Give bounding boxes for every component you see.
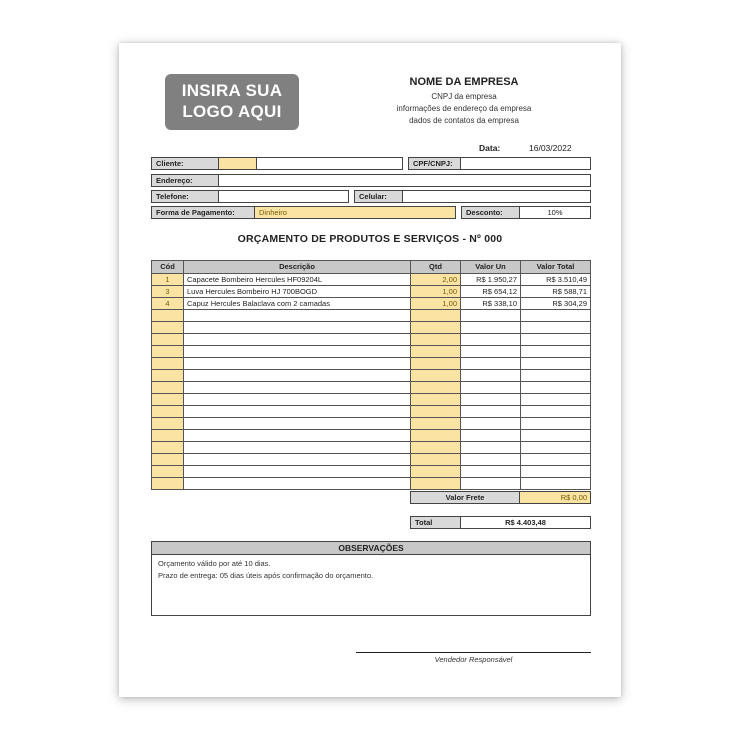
company-cnpj: CNPJ da empresa	[431, 92, 497, 101]
cell-cod[interactable]	[152, 334, 184, 346]
table-row-empty	[152, 454, 591, 466]
cell-qtd[interactable]	[411, 310, 461, 322]
cell-valor-un[interactable]	[461, 466, 521, 478]
cell-valor-total	[521, 478, 591, 490]
cell-descricao[interactable]	[184, 394, 411, 406]
cell-descricao[interactable]	[184, 478, 411, 490]
company-info	[339, 76, 589, 127]
cell-valor-total	[521, 466, 591, 478]
date-label: Data:	[479, 143, 501, 153]
desconto-field[interactable]: 10%	[519, 206, 591, 219]
cell-valor-total: R$ 588,71	[521, 286, 591, 298]
table-row	[152, 298, 591, 310]
cell-valor-total	[521, 382, 591, 394]
cell-cod[interactable]	[152, 382, 184, 394]
cell-valor-total	[521, 310, 591, 322]
table-row-empty	[152, 334, 591, 346]
cell-valor-un[interactable]	[461, 454, 521, 466]
observacoes-header: OBSERVAÇÕES	[151, 541, 591, 555]
cell-valor-un[interactable]	[461, 322, 521, 334]
cell-valor-total	[521, 454, 591, 466]
cell-descricao[interactable]	[184, 442, 411, 454]
cell-valor-total: R$ 304,29	[521, 298, 591, 310]
telefone-label: Telefone:	[151, 190, 219, 203]
cell-qtd[interactable]	[411, 430, 461, 442]
cell-valor-total	[521, 370, 591, 382]
observacao-line-1: Orçamento válido por até 10 dias.	[158, 559, 271, 568]
header-valor-total: Valor Total	[521, 261, 591, 274]
cell-qtd[interactable]	[411, 346, 461, 358]
total-value: R$ 4.403,48	[460, 516, 591, 529]
cell-qtd[interactable]	[411, 466, 461, 478]
cell-descricao[interactable]	[184, 466, 411, 478]
company-name: NOME DA EMPRESA	[409, 76, 519, 88]
cell-descricao[interactable]	[184, 322, 411, 334]
cliente-code-field[interactable]	[218, 157, 257, 170]
cell-cod[interactable]	[152, 418, 184, 430]
company-contacts: dados de contatos da empresa	[409, 116, 519, 125]
cell-cod[interactable]	[152, 310, 184, 322]
cell-valor-un[interactable]: R$ 1.950,27	[461, 274, 521, 286]
cell-qtd[interactable]: 2,00	[411, 274, 461, 286]
cell-qtd[interactable]	[411, 394, 461, 406]
header-valor-un: Valor Un	[461, 261, 521, 274]
cell-qtd[interactable]	[411, 406, 461, 418]
cell-descricao[interactable]: Capacete Bombeiro Hercules HF09204L	[184, 274, 411, 286]
table-row-empty	[152, 310, 591, 322]
cell-descricao[interactable]	[184, 370, 411, 382]
celular-field[interactable]	[402, 190, 591, 203]
cell-cod[interactable]	[152, 454, 184, 466]
total-label: Total	[410, 516, 461, 529]
cliente-label: Cliente:	[151, 157, 219, 170]
cell-cod[interactable]	[152, 430, 184, 442]
company-address: informações de endereço da empresa	[396, 104, 532, 113]
cell-valor-un[interactable]: R$ 654,12	[461, 286, 521, 298]
cell-cod[interactable]: 3	[152, 286, 184, 298]
cell-qtd[interactable]	[411, 358, 461, 370]
document-title: ORÇAMENTO DE PRODUTOS E SERVIÇOS - Nº 000	[237, 233, 503, 245]
cell-valor-un[interactable]	[461, 346, 521, 358]
cell-descricao[interactable]	[184, 358, 411, 370]
table-row-empty	[152, 442, 591, 454]
endereco-label: Endereço:	[151, 174, 219, 187]
date-value[interactable]: 16/03/2022	[529, 143, 572, 153]
logo-placeholder	[165, 74, 299, 130]
table-row-empty	[152, 322, 591, 334]
cell-valor-un[interactable]	[461, 334, 521, 346]
cell-valor-total	[521, 430, 591, 442]
cliente-name-field[interactable]	[256, 157, 403, 170]
budget-sheet	[119, 43, 621, 697]
cell-descricao[interactable]: Capuz Hercules Balaclava com 2 camadas	[184, 298, 411, 310]
cell-qtd[interactable]	[411, 442, 461, 454]
table-header-row	[152, 261, 591, 274]
table-row-empty	[152, 346, 591, 358]
cell-valor-un[interactable]	[461, 418, 521, 430]
cell-valor-total	[521, 358, 591, 370]
observacoes-box[interactable]	[151, 554, 591, 616]
cpf-cnpj-label: CPF/CNPJ:	[408, 157, 461, 170]
cell-valor-total	[521, 418, 591, 430]
cell-cod[interactable]	[152, 358, 184, 370]
telefone-field[interactable]	[218, 190, 349, 203]
table-row	[152, 286, 591, 298]
cell-descricao[interactable]	[184, 418, 411, 430]
cell-descricao[interactable]	[184, 310, 411, 322]
cell-valor-un[interactable]	[461, 358, 521, 370]
cell-cod[interactable]	[152, 406, 184, 418]
pagamento-field[interactable]: Dinheiro	[254, 206, 456, 219]
cell-cod[interactable]	[152, 478, 184, 490]
cell-qtd[interactable]	[411, 370, 461, 382]
desconto-label: Desconto:	[461, 206, 520, 219]
cell-valor-un[interactable]	[461, 370, 521, 382]
table-row-empty	[152, 406, 591, 418]
cell-qtd[interactable]	[411, 382, 461, 394]
table-row-empty	[152, 478, 591, 490]
header-cod: Cód	[152, 261, 184, 274]
cell-descricao[interactable]	[184, 430, 411, 442]
celular-label: Celular:	[354, 190, 403, 203]
cell-valor-un[interactable]	[461, 394, 521, 406]
table-row-empty	[152, 358, 591, 370]
cell-descricao[interactable]: Luva Hercules Bombeiro HJ 700BOGD	[184, 286, 411, 298]
cell-valor-total	[521, 406, 591, 418]
table-row-empty	[152, 382, 591, 394]
signature-line	[356, 652, 591, 653]
cell-qtd[interactable]: 1,00	[411, 298, 461, 310]
cell-cod[interactable]	[152, 394, 184, 406]
signature-label: Vendedor Responsável	[434, 655, 513, 664]
cell-descricao[interactable]	[184, 334, 411, 346]
cell-valor-total	[521, 442, 591, 454]
table-row-empty	[152, 370, 591, 382]
endereco-field[interactable]	[218, 174, 591, 187]
cell-qtd[interactable]: 1,00	[411, 286, 461, 298]
cell-descricao[interactable]	[184, 406, 411, 418]
cell-valor-un[interactable]: R$ 338,10	[461, 298, 521, 310]
cell-cod[interactable]	[152, 370, 184, 382]
cell-valor-total: R$ 3.510,49	[521, 274, 591, 286]
cell-valor-un[interactable]	[461, 478, 521, 490]
cell-cod[interactable]: 4	[152, 298, 184, 310]
cell-valor-un[interactable]	[461, 310, 521, 322]
frete-value[interactable]: R$ 0,00	[519, 491, 591, 504]
table-row-empty	[152, 418, 591, 430]
frete-label: Valor Frete	[410, 491, 520, 504]
cell-valor-un[interactable]	[461, 382, 521, 394]
cpf-cnpj-field[interactable]	[460, 157, 591, 170]
cell-cod[interactable]: 1	[152, 274, 184, 286]
cell-cod[interactable]	[152, 466, 184, 478]
cell-valor-total	[521, 346, 591, 358]
items-table	[151, 260, 591, 490]
logo-line-2: LOGO AQUI	[182, 102, 282, 121]
cell-valor-un[interactable]	[461, 442, 521, 454]
cell-qtd[interactable]	[411, 418, 461, 430]
cell-valor-total	[521, 322, 591, 334]
cell-cod[interactable]	[152, 442, 184, 454]
header-qtd: Qtd	[411, 261, 461, 274]
cell-cod[interactable]	[152, 346, 184, 358]
table-row	[152, 274, 591, 286]
cell-valor-total	[521, 334, 591, 346]
observacao-line-2: Prazo de entrega: 05 dias úteis após confirmação do orçamento.	[158, 571, 374, 580]
table-row-empty	[152, 394, 591, 406]
cell-qtd[interactable]	[411, 322, 461, 334]
header-descricao: Descrição	[184, 261, 411, 274]
table-row-empty	[152, 466, 591, 478]
cell-qtd[interactable]	[411, 454, 461, 466]
cell-qtd[interactable]	[411, 334, 461, 346]
cell-qtd[interactable]	[411, 478, 461, 490]
cell-valor-total	[521, 394, 591, 406]
table-row-empty	[152, 430, 591, 442]
cell-descricao[interactable]	[184, 454, 411, 466]
cell-descricao[interactable]	[184, 382, 411, 394]
cell-cod[interactable]	[152, 322, 184, 334]
cell-valor-un[interactable]	[461, 406, 521, 418]
cell-valor-un[interactable]	[461, 430, 521, 442]
pagamento-label: Forma de Pagamento:	[151, 206, 255, 219]
logo-line-1: INSIRA SUA	[181, 81, 283, 100]
cell-descricao[interactable]	[184, 346, 411, 358]
